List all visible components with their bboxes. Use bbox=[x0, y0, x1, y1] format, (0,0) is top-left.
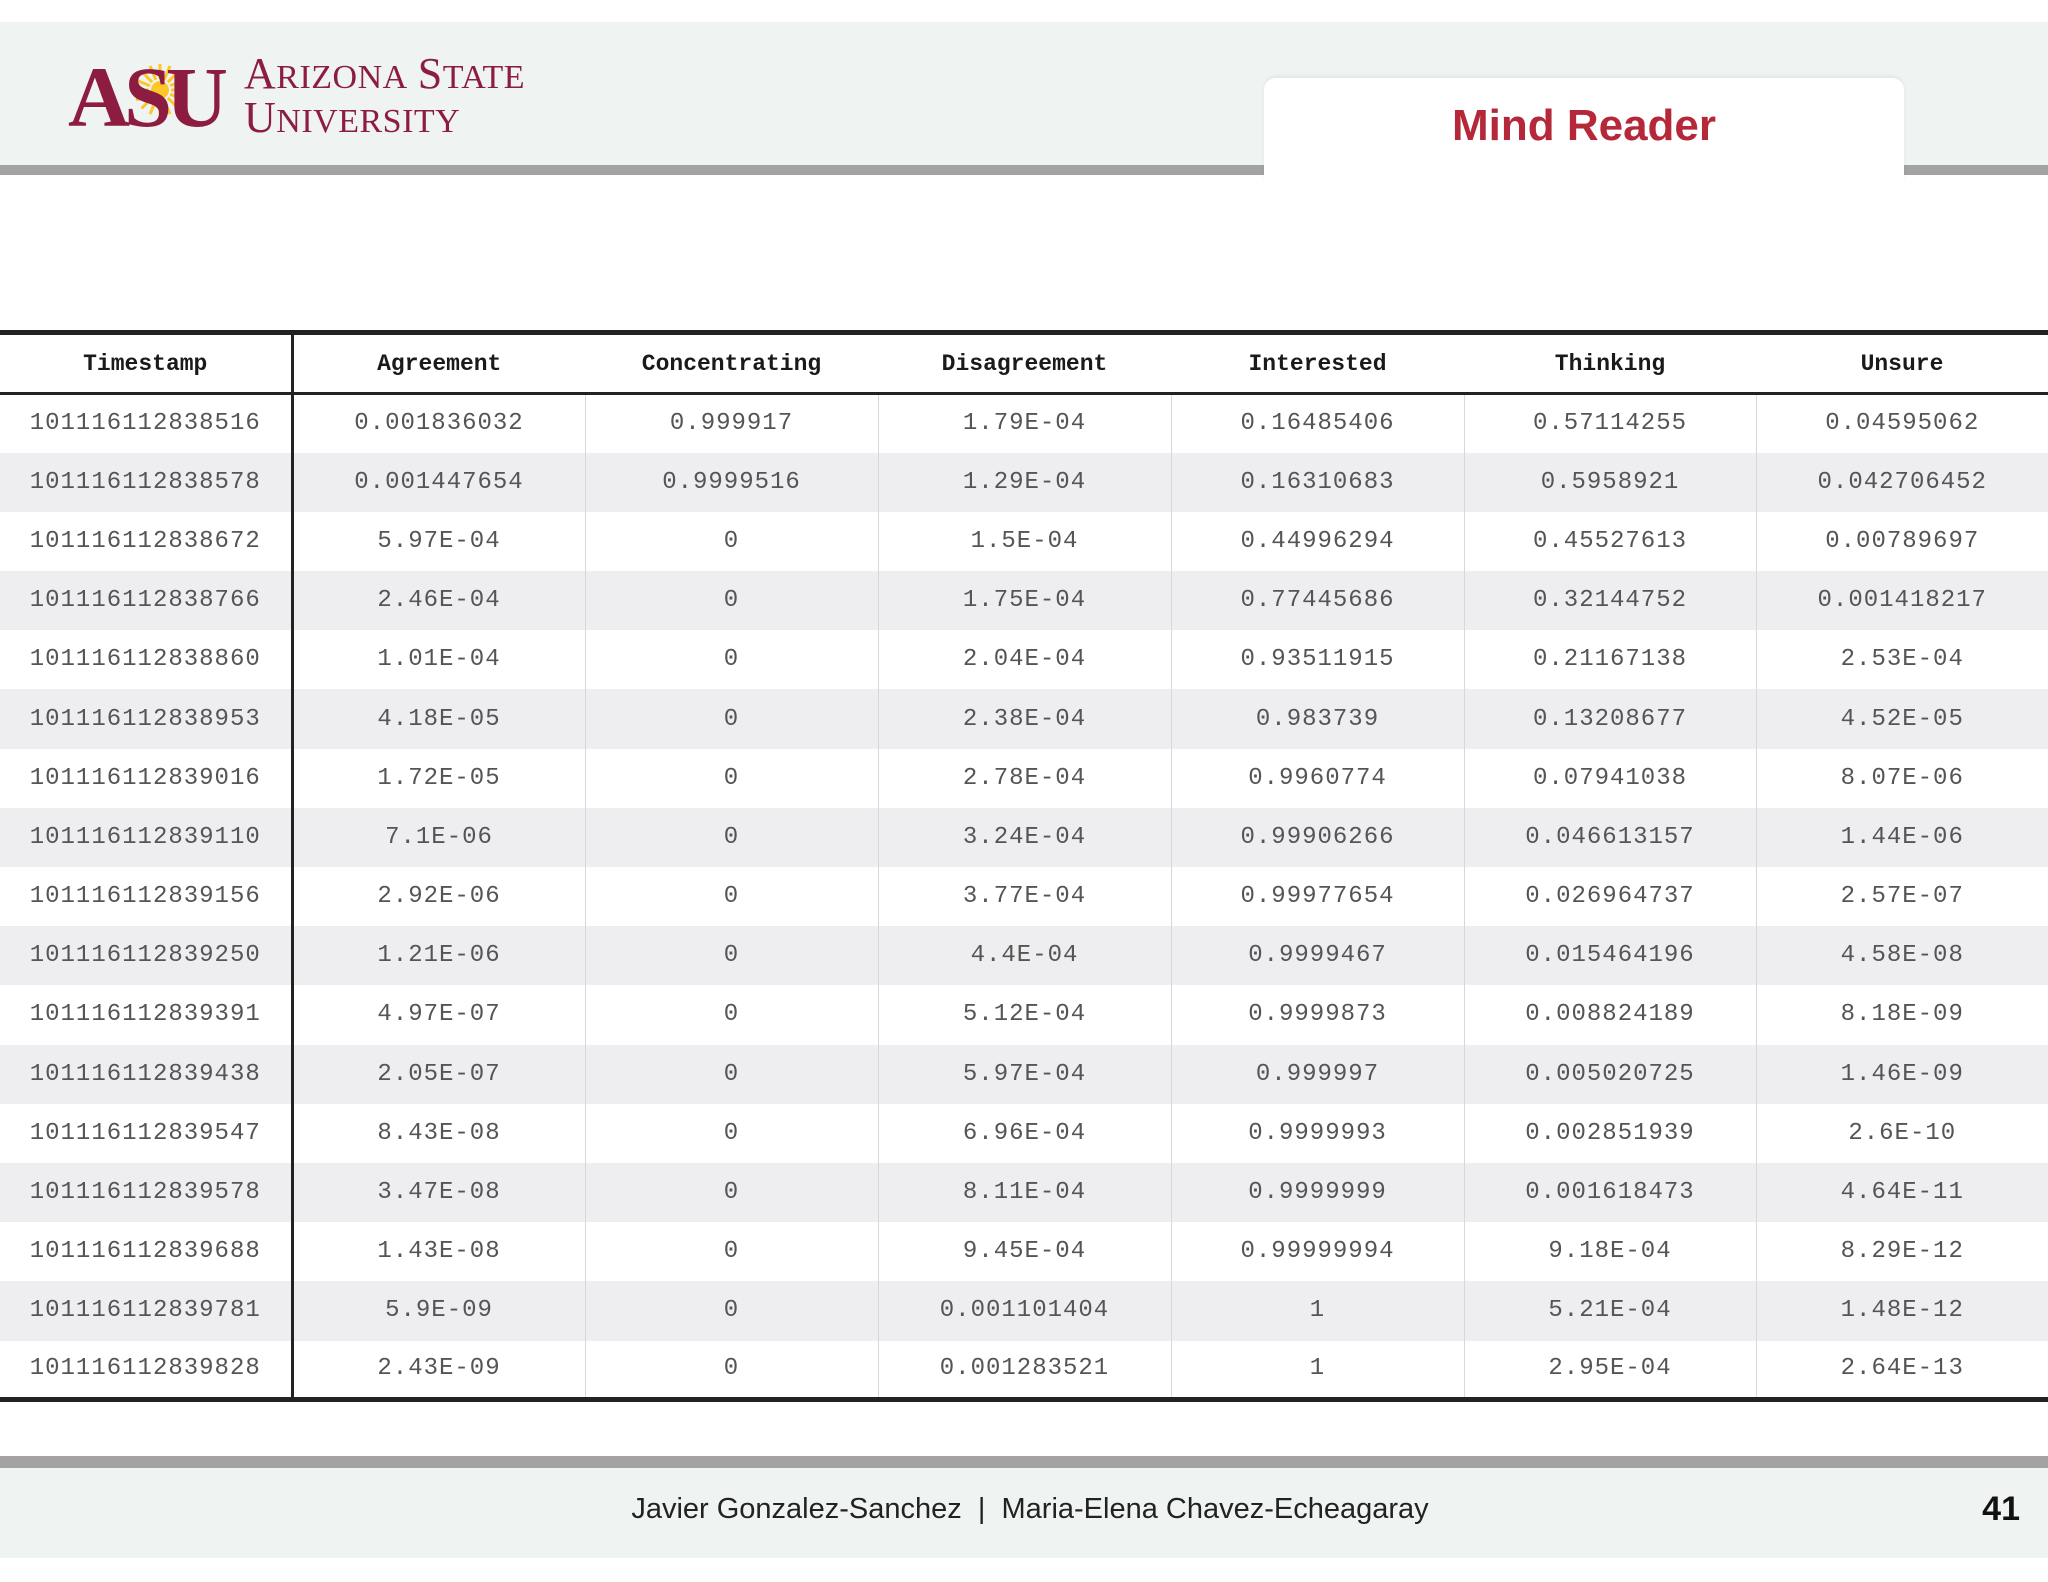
table-row bbox=[0, 985, 2048, 1044]
table-cell-concentrating: 0 bbox=[585, 630, 878, 689]
table-cell-unsure: 1.44E-06 bbox=[1756, 808, 2048, 867]
table-cell-thinking: 0.5958921 bbox=[1464, 453, 1756, 512]
table-row bbox=[0, 1163, 2048, 1222]
table-cell-interested: 1 bbox=[1171, 1281, 1464, 1340]
table-cell-interested: 0.9999467 bbox=[1171, 926, 1464, 985]
table-cell-unsure: 2.64E-13 bbox=[1756, 1341, 2048, 1400]
table-cell-disagreement: 6.96E-04 bbox=[878, 1104, 1171, 1163]
table-row bbox=[0, 749, 2048, 808]
table-row bbox=[0, 808, 2048, 867]
table-cell-concentrating: 0 bbox=[585, 749, 878, 808]
table-cell-unsure: 4.52E-05 bbox=[1756, 689, 2048, 748]
table-cell-agreement: 4.97E-07 bbox=[292, 985, 585, 1044]
table-row bbox=[0, 926, 2048, 985]
table-cell-timestamp: 101116112839391 bbox=[0, 985, 292, 1044]
table-cell-agreement: 2.43E-09 bbox=[292, 1341, 585, 1400]
table-cell-agreement: 2.46E-04 bbox=[292, 571, 585, 630]
table-cell-unsure: 2.57E-07 bbox=[1840, 883, 1964, 911]
table-cell-agreement: 5.97E-04 bbox=[292, 512, 585, 571]
table-cell-interested: 0.16310683 bbox=[1171, 453, 1464, 512]
table-cell-concentrating: 0 bbox=[585, 1104, 878, 1163]
table-cell-agreement: 8.43E-08 bbox=[292, 1104, 585, 1163]
table-cell-timestamp: 101116112839828 bbox=[0, 1341, 292, 1400]
table-cell-concentrating: 0 bbox=[585, 808, 878, 867]
table-row bbox=[0, 1281, 2048, 1340]
table-cell-unsure: 2.53E-04 bbox=[1840, 646, 1964, 674]
table-cell-disagreement: 1.75E-04 bbox=[878, 571, 1171, 630]
table-cell-thinking: 0.015464196 bbox=[1464, 926, 1756, 985]
column-header-agreement: Agreement bbox=[292, 333, 585, 394]
table-cell-interested: 0.9960774 bbox=[1171, 749, 1464, 808]
table-cell-agreement: 4.18E-05 bbox=[292, 689, 585, 748]
table-cell-thinking: 0.002851939 bbox=[1464, 1104, 1756, 1163]
table-cell-interested: 0.44996294 bbox=[1171, 512, 1464, 571]
table-cell-timestamp: 101116112839110 bbox=[0, 808, 292, 867]
table-cell-timestamp: 101116112839547 bbox=[0, 1104, 292, 1163]
table-cell-disagreement: 5.97E-04 bbox=[878, 1045, 1171, 1104]
table-cell-thinking: 2.95E-04 bbox=[1464, 1341, 1756, 1400]
table-cell-concentrating: 0 bbox=[585, 1341, 878, 1400]
table-cell-concentrating: 0.9999516 bbox=[585, 453, 878, 512]
table-header-row bbox=[0, 333, 2048, 394]
table-cell-concentrating: 0 bbox=[585, 1281, 878, 1340]
table-cell-concentrating: 0 bbox=[585, 867, 878, 926]
asu-wordmark bbox=[244, 49, 544, 142]
wordmark-line-1: ARIZONA STATE bbox=[244, 49, 526, 98]
table-cell-agreement: 0.001836032 bbox=[292, 394, 585, 453]
table-cell-agreement: 2.05E-07 bbox=[292, 1045, 585, 1104]
table-cell-interested: 0.983739 bbox=[1171, 689, 1464, 748]
table-cell-disagreement: 2.38E-04 bbox=[878, 689, 1171, 748]
table-cell-interested: 0.77445686 bbox=[1171, 571, 1464, 630]
table-cell-concentrating: 0 bbox=[585, 1045, 878, 1104]
table-cell-thinking: 0.07941038 bbox=[1464, 749, 1756, 808]
table-cell-timestamp: 101116112838953 bbox=[0, 689, 292, 748]
footer-authors: Javier Gonzalez-Sanchez | Maria-Elena Chavez-Echeagaray bbox=[631, 1493, 1429, 1525]
table-cell-concentrating: 0 bbox=[585, 985, 878, 1044]
table-cell-interested: 0.9999999 bbox=[1171, 1163, 1464, 1222]
table-cell-interested: 0.99977654 bbox=[1171, 867, 1464, 926]
column-header-unsure: Unsure bbox=[1756, 333, 2048, 394]
table-row bbox=[0, 867, 2048, 926]
table-cell-agreement: 7.1E-06 bbox=[292, 808, 585, 867]
table-cell-agreement: 1.43E-08 bbox=[292, 1222, 585, 1281]
table-cell-disagreement: 3.77E-04 bbox=[878, 867, 1171, 926]
table-cell-timestamp: 101116112839688 bbox=[0, 1222, 292, 1281]
table-cell-interested: 1 bbox=[1171, 1341, 1464, 1400]
table-row bbox=[0, 1222, 2048, 1281]
table-cell-timestamp: 101116112839578 bbox=[0, 1163, 292, 1222]
svg-text:ASU: ASU bbox=[68, 54, 223, 132]
table-cell-unsure: 8.29E-12 bbox=[1840, 1238, 1964, 1266]
table-cell-unsure: 0.00789697 bbox=[1825, 527, 1980, 555]
table-cell-concentrating: 0.999917 bbox=[585, 394, 878, 453]
table-cell-agreement: 3.47E-08 bbox=[292, 1163, 585, 1222]
table-row bbox=[0, 571, 2048, 630]
table-cell-thinking: 0.046613157 bbox=[1464, 808, 1756, 867]
table-cell-thinking: 0.57114255 bbox=[1464, 394, 1756, 453]
table-cell-concentrating: 0 bbox=[585, 689, 878, 748]
table-cell-unsure: 8.07E-06 bbox=[1840, 764, 1964, 792]
table-cell-unsure: 0.042706452 bbox=[1756, 453, 2048, 512]
table-cell-thinking: 0.001618473 bbox=[1464, 1163, 1756, 1222]
table-cell-unsure: 4.58E-08 bbox=[1756, 926, 2048, 985]
table-row bbox=[0, 512, 2048, 571]
table-cell-timestamp: 101116112838578 bbox=[0, 453, 292, 512]
slide-title: Mind Reader bbox=[1451, 101, 1717, 150]
table-cell-timestamp: 101116112839156 bbox=[0, 867, 292, 926]
table-cell-disagreement: 3.24E-04 bbox=[878, 808, 1171, 867]
table-cell-agreement: 2.92E-06 bbox=[292, 867, 585, 926]
table-cell-disagreement: 8.11E-04 bbox=[878, 1163, 1171, 1222]
table-cell-concentrating: 0 bbox=[585, 1163, 878, 1222]
table-body bbox=[0, 394, 2048, 1400]
table-cell-timestamp: 101116112839250 bbox=[0, 926, 292, 985]
table-cell-thinking: 0.21167138 bbox=[1464, 630, 1756, 689]
table-row bbox=[0, 630, 2048, 689]
table-cell-interested: 0.99906266 bbox=[1171, 808, 1464, 867]
table-cell-unsure: 4.64E-11 bbox=[1756, 1163, 2048, 1222]
table-cell-unsure: 0.04595062 bbox=[1825, 410, 1980, 438]
table-cell-timestamp: 101116112839016 bbox=[0, 749, 292, 808]
table-cell-timestamp: 101116112838860 bbox=[0, 630, 292, 689]
table-cell-interested: 0.9999873 bbox=[1171, 985, 1464, 1044]
table-cell-thinking: 0.13208677 bbox=[1464, 689, 1756, 748]
table-row bbox=[0, 689, 2048, 748]
table-cell-agreement: 1.01E-04 bbox=[292, 630, 585, 689]
table-row bbox=[0, 1341, 2048, 1400]
table-cell-interested: 0.9999993 bbox=[1171, 1104, 1464, 1163]
page-number: 41 bbox=[1982, 1490, 2020, 1528]
table-row bbox=[0, 453, 2048, 512]
table-cell-timestamp: 101116112838516 bbox=[0, 394, 292, 453]
table-cell-agreement: 1.72E-05 bbox=[292, 749, 585, 808]
table-cell-agreement: 5.9E-09 bbox=[292, 1281, 585, 1340]
table-cell-interested: 0.99999994 bbox=[1171, 1222, 1464, 1281]
table-cell-disagreement: 1.29E-04 bbox=[878, 453, 1171, 512]
wordmark-line-2: UNIVERSITY bbox=[244, 93, 461, 142]
table-cell-concentrating: 0 bbox=[585, 926, 878, 985]
footer-rule bbox=[0, 1456, 2048, 1468]
table-cell-concentrating: 0 bbox=[585, 1222, 878, 1281]
table-cell-unsure: 8.18E-09 bbox=[1840, 1001, 1964, 1029]
table-cell-unsure: 1.46E-09 bbox=[1756, 1045, 2048, 1104]
table-cell-timestamp: 101116112838672 bbox=[0, 512, 292, 571]
table-cell-thinking: 5.21E-04 bbox=[1464, 1281, 1756, 1340]
column-header-timestamp: Timestamp bbox=[0, 333, 292, 394]
table-cell-thinking: 0.005020725 bbox=[1464, 1045, 1756, 1104]
table-cell-unsure: 2.6E-10 bbox=[1848, 1119, 1957, 1147]
table-cell-timestamp: 101116112838766 bbox=[0, 571, 292, 630]
table-cell-interested: 0.16485406 bbox=[1171, 394, 1464, 453]
table-cell-disagreement: 0.001283521 bbox=[878, 1341, 1171, 1400]
column-header-concentrating: Concentrating bbox=[585, 333, 878, 394]
column-header-interested: Interested bbox=[1171, 333, 1464, 394]
table-cell-thinking: 0.008824189 bbox=[1464, 985, 1756, 1044]
table-cell-agreement: 0.001447654 bbox=[292, 453, 585, 512]
table-cell-disagreement: 5.12E-04 bbox=[878, 985, 1171, 1044]
table-cell-thinking: 0.32144752 bbox=[1464, 571, 1756, 630]
table-cell-unsure: 1.48E-12 bbox=[1756, 1281, 2048, 1340]
table-cell-disagreement: 2.78E-04 bbox=[878, 749, 1171, 808]
table-cell-disagreement: 0.001101404 bbox=[878, 1281, 1171, 1340]
table-cell-disagreement: 1.79E-04 bbox=[878, 394, 1171, 453]
table-cell-interested: 0.999997 bbox=[1171, 1045, 1464, 1104]
table-cell-interested: 0.93511915 bbox=[1171, 630, 1464, 689]
table-cell-concentrating: 0 bbox=[585, 512, 878, 571]
table-cell-concentrating: 0 bbox=[585, 571, 878, 630]
table-cell-disagreement: 1.5E-04 bbox=[878, 512, 1171, 571]
table-row bbox=[0, 394, 2048, 453]
table-row bbox=[0, 1045, 2048, 1104]
table-cell-thinking: 0.026964737 bbox=[1464, 867, 1756, 926]
table-cell-disagreement: 9.45E-04 bbox=[878, 1222, 1171, 1281]
table-row bbox=[0, 1104, 2048, 1163]
table-cell-thinking: 9.18E-04 bbox=[1464, 1222, 1756, 1281]
column-header-disagreement: Disagreement bbox=[878, 333, 1171, 394]
table-cell-disagreement: 2.04E-04 bbox=[878, 630, 1171, 689]
table-cell-timestamp: 101116112839781 bbox=[0, 1281, 292, 1340]
column-header-thinking: Thinking bbox=[1464, 333, 1756, 394]
table-cell-unsure: 0.001418217 bbox=[1756, 571, 2048, 630]
table-cell-agreement: 1.21E-06 bbox=[292, 926, 585, 985]
table-cell-timestamp: 101116112839438 bbox=[0, 1045, 292, 1104]
asu-logo bbox=[68, 49, 538, 142]
emotion-data-table bbox=[0, 330, 2048, 1402]
table-cell-disagreement: 4.4E-04 bbox=[878, 926, 1171, 985]
table-cell-thinking: 0.45527613 bbox=[1464, 512, 1756, 571]
asu-sunburst-logo-icon bbox=[68, 54, 244, 132]
